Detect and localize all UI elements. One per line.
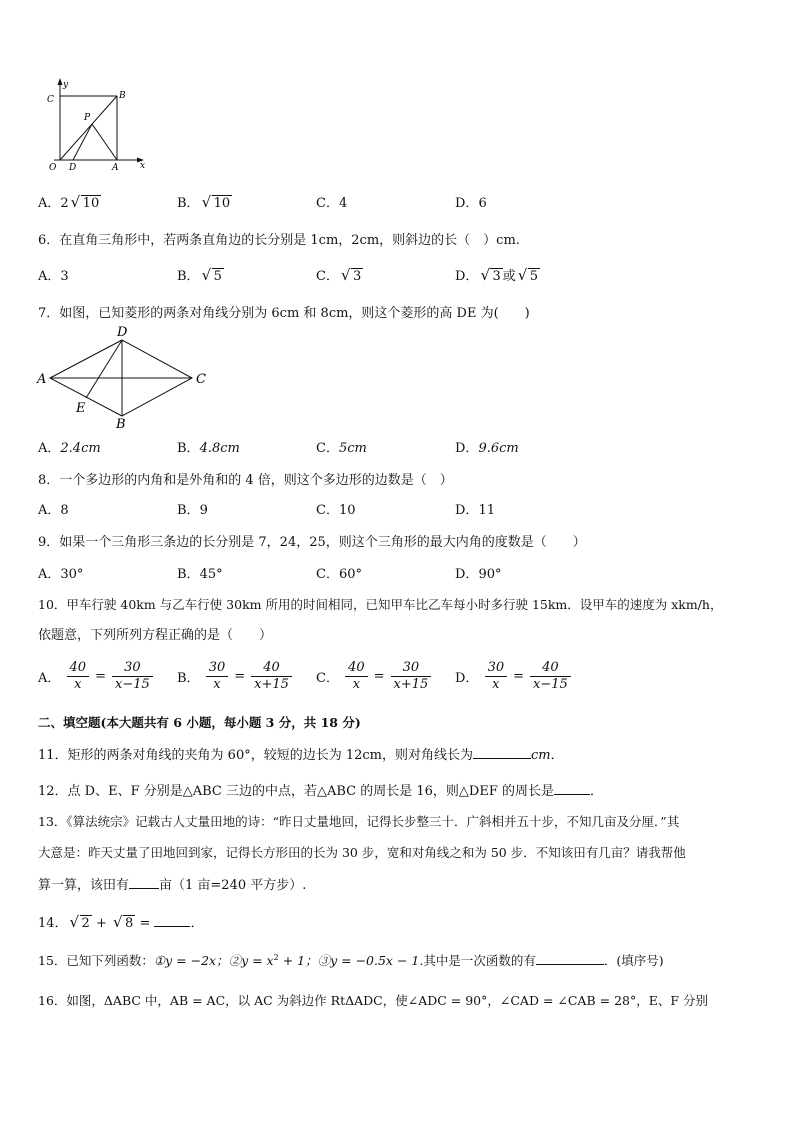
q6-options: [0, 265, 794, 287]
q9-option-d[interactable]: D．90°: [455, 567, 502, 582]
q12: 12．点 D、E、F 分别是△ABC 三边的中点，若△ABC 的周长是 16，则△DEF 的周长是 ．: [38, 784, 604, 799]
label-D: D: [69, 163, 77, 173]
square-coordinate-figure: [40, 78, 155, 173]
q13-answer-blank[interactable]: [129, 876, 159, 889]
label-O: O: [49, 163, 57, 173]
q11: 11．矩形的两条对角线的夹角为 60°，较短的边长为 12cm，则对角线长为 cm．: [38, 748, 564, 763]
label-y: y: [63, 80, 69, 90]
q5-option-c[interactable]: C．4: [316, 196, 348, 211]
q8-options: [0, 499, 794, 521]
q12-answer-blank[interactable]: [554, 782, 590, 795]
q8-stem: 8．一个多边形的内角和是外角和的 4 倍，则这个多边形的边数是（ ）: [38, 473, 453, 488]
q9-option-c[interactable]: C．60°: [316, 567, 362, 582]
q10-stem-line2: 依题意，下列所列方程正确的是（ ）: [38, 628, 273, 643]
q7-option-d[interactable]: D．9.6cm: [455, 441, 519, 456]
q9-option-a[interactable]: A．30°: [38, 567, 84, 582]
q8-option-c[interactable]: C．10: [316, 503, 356, 518]
q10-option-d[interactable]: D． $\frac{30}{x}$ = $\frac{40}{x-15}$: [455, 660, 573, 693]
q5-option-a[interactable]: A．2 √ 10: [38, 193, 100, 211]
q11-answer-blank[interactable]: [473, 746, 531, 759]
q6-option-a[interactable]: A．3: [38, 269, 69, 284]
label-B: B: [116, 417, 126, 432]
q5-option-b[interactable]: B． √ 10: [177, 193, 231, 211]
q10-options: [0, 660, 794, 700]
q8-option-d[interactable]: D．11: [455, 503, 495, 518]
q14: 14． √ 2 + √ 8 = ．: [38, 913, 204, 931]
q7-option-c[interactable]: C．5cm: [316, 441, 367, 456]
q13-line1: 13．《算法统宗》记载古人丈量田地的诗：“昨日丈量地回，记得长步整三十．广斜相并五十步，不知几亩及分厘．”其: [38, 814, 680, 829]
q10-stem-line1: 10．甲车行驶 40km 与乙车行使 30km 所用的时间相同，已知甲车比乙车每小时多行驶 15km．设甲车的速度为 xkm/h，: [38, 597, 723, 612]
q9-option-b[interactable]: B．45°: [177, 567, 223, 582]
q7-stem: 7．如图，已知菱形的两条对角线分别为 6cm 和 8cm，则这个菱形的高 DE 为( ): [38, 306, 530, 321]
label-B: B: [119, 91, 126, 101]
q10-option-c[interactable]: C． $\frac{40}{x}$ = $\frac{30}{x+15}$: [316, 660, 433, 693]
q9-options: [0, 563, 794, 585]
q6-option-d[interactable]: D． √ 3 或 √ 5: [455, 266, 539, 284]
label-A: A: [112, 163, 119, 173]
q13-line2: 大意是：昨天丈量了田地回到家，记得长方形田的长为 30 步，宽和对角线之和为 50 步．不知该田有几亩？请我帮他: [38, 845, 686, 860]
label-C: C: [196, 372, 206, 387]
q6-option-c[interactable]: C． √ 3: [316, 266, 362, 284]
q7-options: [0, 437, 794, 459]
q8-option-b[interactable]: B．9: [177, 503, 208, 518]
q5-option-d[interactable]: D．6: [455, 196, 487, 211]
section-heading-fill-in: 二、填空题(本大题共有 6 小题，每小题 3 分，共 18 分): [38, 715, 361, 730]
label-x: x: [140, 161, 146, 171]
q9-stem: 9．如果一个三角形三条边的长分别是 7，24，25，则这个三角形的最大内角的度数是（ ）: [38, 535, 586, 550]
q14-answer-blank[interactable]: [154, 914, 190, 927]
label-D: D: [117, 325, 128, 340]
q7-option-b[interactable]: B．4.8cm: [177, 441, 240, 456]
rhombus-figure: [36, 322, 216, 432]
q6-option-b[interactable]: B． √ 5: [177, 266, 222, 284]
label-E: E: [76, 401, 86, 416]
label-P: P: [84, 113, 91, 123]
label-A: A: [37, 372, 47, 387]
y-axis-arrow: [58, 78, 63, 85]
q13-line3: 算一算，该田有 亩（1 亩=240 平方步）.: [38, 878, 307, 893]
q16-stem: 16．如图，ΔABC 中，AB = AC，以 AC 为斜边作 RtΔADC，使∠ADC = 90°，∠CAD = ∠CAB = 28°，E、F 分别: [38, 993, 708, 1008]
segment-PA: [92, 124, 117, 160]
label-C: C: [47, 95, 54, 105]
q6-stem: 6．在直角三角形中，若两条直角边的长分别是 1cm，2cm，则斜边的长（ ）cm.: [38, 233, 520, 248]
q5-options: [0, 192, 794, 214]
height-DE: [86, 340, 122, 398]
q15: 15．已知下列函数：①y = −2x；②y = $x^2 + 1$；③y = −0.5x − 1.其中是一次函数的有 ．(填序号): [38, 952, 664, 968]
q7-option-a[interactable]: A．2.4cm: [38, 441, 101, 456]
diagonal-OB: [60, 96, 117, 160]
q10-option-b[interactable]: B． $\frac{30}{x}$ = $\frac{40}{x+15}$: [177, 660, 294, 693]
q10-option-a[interactable]: A． $\frac{40}{x}$ = $\frac{30}{x-15}$: [38, 660, 155, 693]
q8-option-a[interactable]: A．8: [38, 503, 69, 518]
q15-answer-blank[interactable]: [536, 952, 604, 965]
